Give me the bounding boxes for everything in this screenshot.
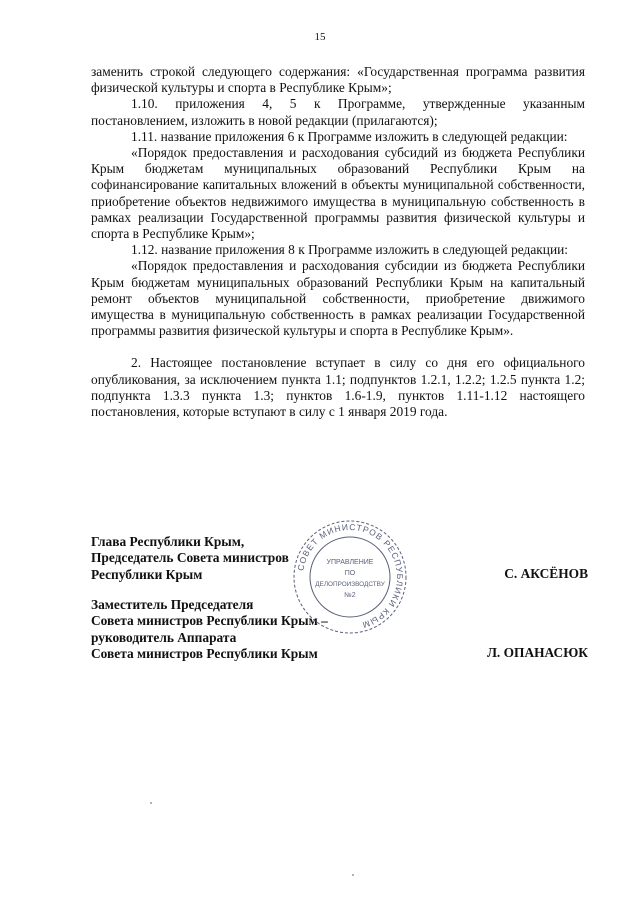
paragraph-item-2-effective-date: 2. Настоящее постановление вступает в силу со дня его официального опубликования, за исключением пункта 1.1; подпунктов 1.2.1, 1.2.2; 1.2.5 пункта 1.2; подпункта 1.3.3 пункта 1.3; пунктов 1.6-1.9, пунктов 1.11-1.12 настоящего постановления, которые вступают в силу с 1 января 2019 года. <box>91 355 585 420</box>
scan-speck <box>352 874 354 876</box>
stamp-ring-text: СОВЕТ МИНИСТРОВ РЕСПУБЛИКИ КРЫМ <box>295 521 406 631</box>
stamp-center-line: ДЕЛОПРОИЗВОДСТВУ <box>315 581 385 588</box>
paragraph-quote-appendix-6: «Порядок предоставления и расходования субсидий из бюджета Республики Крым бюджетам муниципальных образований Республики Крым на софинансирование капитальных вложений в объекты муниципальной собственности, приобретение объектов недвижимого имущества в муниципальную собственность в рамках реализации Государственной программы развития физической культуры и спорта в Республике Крым»; <box>91 145 585 242</box>
paragraph-gap <box>91 339 585 355</box>
paragraph-quote-appendix-8: «Порядок предоставления и расходования субсидии из бюджета Республики Крым бюджетам муниципальных образований Республики Крым на капитальный ремонт объектов муниципальной собственности, приобретение движимого имущества в муниципальную собственность в рамках реализации Государственной программы развития физической культуры и спорта в Республике Крым». <box>91 258 585 339</box>
signature-title-line: Совета министров Республики Крым <box>91 645 318 661</box>
paragraph-continuation: заменить строкой следующего содержания: «Государственная программа развития физической культуры и спорта в Республике Крым»; <box>91 64 585 96</box>
document-body <box>91 64 585 420</box>
signatory-name-aksenov: С. АКСЁНОВ <box>504 566 588 581</box>
signature-title-line: Совета министров Республики Крым – <box>91 613 328 629</box>
signature-title-line: Глава Республики Крым, <box>91 534 245 549</box>
signature-title-line: Председатель Совета министров <box>91 550 289 566</box>
signature-title-line: Заместитель Председателя <box>91 597 254 612</box>
stamp-center-line: УПРАВЛЕНИЕ <box>326 559 374 566</box>
page-number: 15 <box>314 31 326 43</box>
signature-title-line: Республики Крым <box>91 566 203 582</box>
signature-block-head <box>91 534 289 583</box>
paragraph-item-1-10: 1.10. приложения 4, 5 к Программе, утвержденные указанным постановлением, изложить в новой редакции (прилагаются); <box>91 96 585 128</box>
paragraph-item-1-11: 1.11. название приложения 6 к Программе изложить в следующей редакции: <box>131 128 568 144</box>
scan-speck <box>150 802 152 804</box>
stamp-center-line: ПО <box>344 570 356 577</box>
paragraph-item-1-12: 1.12. название приложения 8 к Программе изложить в следующей редакции: <box>131 242 569 258</box>
signatory-name-opanasyuk: Л. ОПАНАСЮК <box>486 645 588 660</box>
official-stamp-icon <box>291 518 409 636</box>
signature-title-line: руководитель Аппарата <box>91 629 237 645</box>
stamp-center-line: №2 <box>344 592 356 599</box>
